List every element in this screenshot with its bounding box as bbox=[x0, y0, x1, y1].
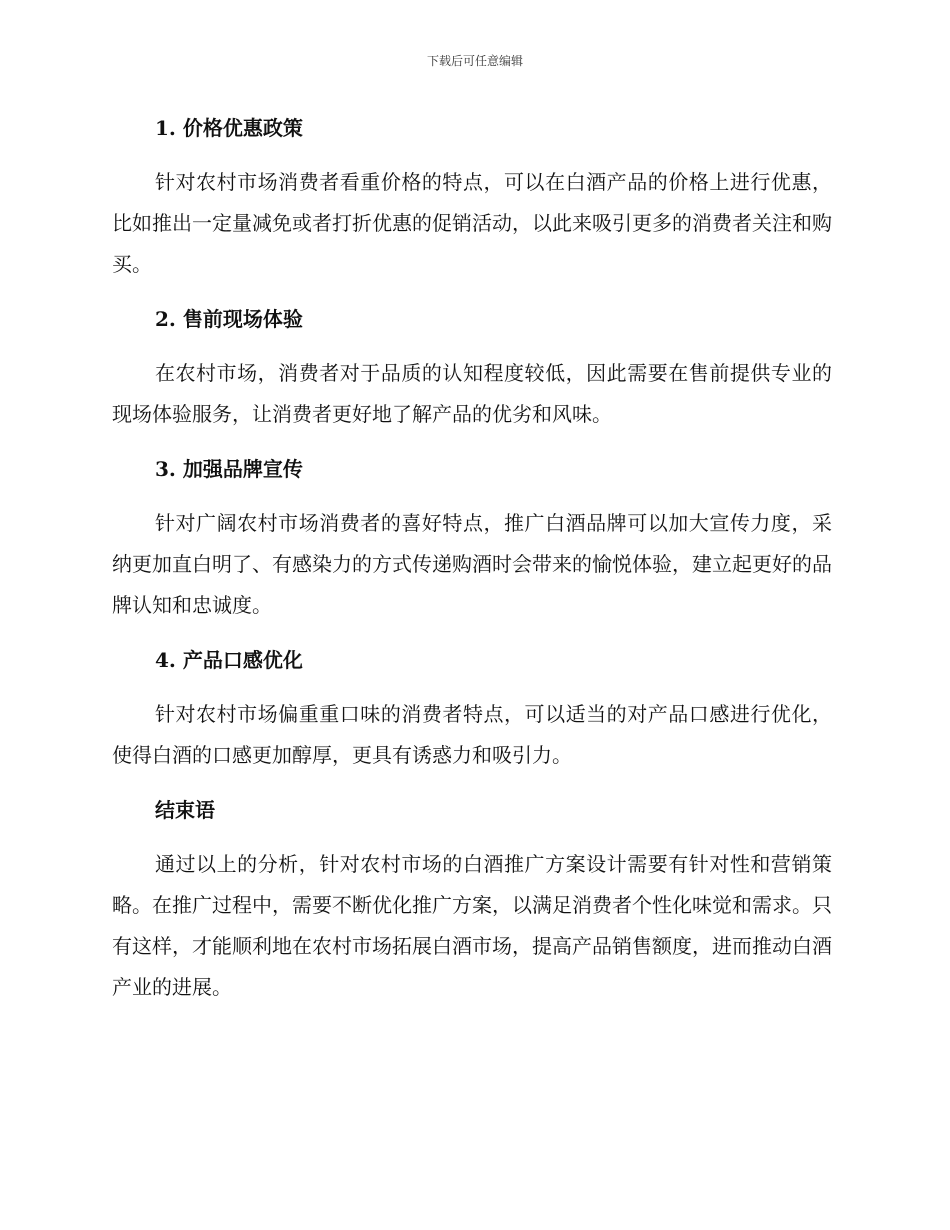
document-body bbox=[112, 108, 832, 1008]
section-paragraph-price-policy: 针对农村市场消费者看重价格的特点，可以在白酒产品的价格上进行优惠，比如推出一定量减免或者打折优惠的促销活动，以此来吸引更多的消费者关注和购买。 bbox=[112, 170, 832, 276]
section-paragraph-taste-optimization: 针对农村市场偏重重口味的消费者特点，可以适当的对产品口感进行优化，使得白酒的口感更加醇厚，更具有诱惑力和吸引力。 bbox=[112, 702, 832, 767]
section-heading-conclusion: 结束语 bbox=[155, 798, 215, 822]
section-paragraph-conclusion: 通过以上的分析，针对农村市场的白酒推广方案设计需要有针对性和营销策略。在推广过程中，需要不断优化推广方案，以满足消费者个性化味觉和需求。只有这样，才能顺利地在农村市场拓展白酒市场，提高产品销售额度，进而推动白酒产业的进展。 bbox=[112, 852, 832, 999]
section-heading-brand-promotion: 3. 加强品牌宣传 bbox=[155, 457, 303, 481]
section-heading-taste-optimization: 4. 产品口感优化 bbox=[155, 648, 303, 672]
section-heading-presale-experience: 2. 售前现场体验 bbox=[155, 307, 303, 331]
section-paragraph-brand-promotion: 针对广阔农村市场消费者的喜好特点，推广白酒品牌可以加大宣传力度，采纳更加直白明了、有感染力的方式传递购酒时会带来的愉悦体验，建立起更好的品牌认知和忠诚度。 bbox=[112, 511, 832, 617]
section-paragraph-presale-experience: 在农村市场，消费者对于品质的认知程度较低，因此需要在售前提供专业的现场体验服务，让消费者更好地了解产品的优劣和风味。 bbox=[112, 361, 832, 426]
section-heading-price-policy: 1. 价格优惠政策 bbox=[155, 116, 303, 140]
header-note: 下载后可任意编辑 bbox=[426, 54, 523, 68]
